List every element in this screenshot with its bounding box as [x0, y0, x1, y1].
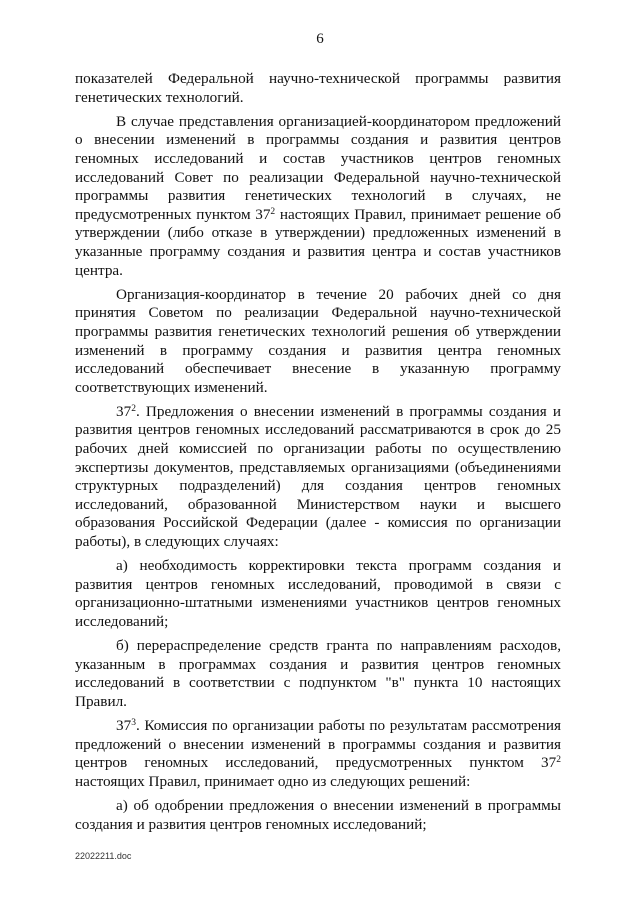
- paragraph-text: Организация-координатор в течение 20 рабочих дней со дня принятия Советом по реализации Федеральной научно-технической программы развития генетических технологий решения об утверждении изменений в программу создания и развития центра геномных исследований обеспечивает внесение в указанную программу соответствующих изменений.: [75, 285, 561, 396]
- paragraph-text: В случае представления организацией-координатором предложений о внесении изменений в программы создания и развития центров геномных исследований и состав участников центров геномных исследований Совет по реализации Федеральной научно-технической программы развития генетических технологий в случаях, не предусмотренных пунктом 37: [75, 112, 561, 223]
- superscript: 2: [131, 403, 136, 414]
- paragraph-text: а) об одобрении предложения о внесении изменений в программы создания и развития центров геномных исследований;: [75, 797, 561, 833]
- paragraph: [75, 113, 561, 280]
- page-number: 6: [316, 31, 324, 47]
- paragraph-text: настоящих Правил, принимает решение об утверждении (либо отказе в утверждении) предложенных изменений в указанные программу создания и развития центра и состав участников центра.: [75, 205, 561, 279]
- paragraph: [75, 797, 561, 834]
- paragraph: [75, 557, 561, 631]
- superscript: 2: [556, 755, 561, 766]
- paragraph-text: . Комиссия по организации работы по результатам рассмотрения предложений о внесении изменений в программы создания и развития центров геномных исследований, предусмотренных пунктом 37: [75, 717, 561, 772]
- paragraph-text: б) перераспределение средств гранта по направлениям расходов, указанным в программах создания и развития центров геномных исследований в соответствии с подпунктом "в" пункта 10 настоящих Правил.: [75, 637, 561, 710]
- paragraph: [75, 637, 561, 711]
- paragraph-text: настоящих Правил, принимает одно из следующих решений:: [75, 772, 471, 790]
- paragraph: [75, 403, 561, 552]
- paragraph-text: а) необходимость корректировки текста программ создания и развития центров геномных исследований, проводимой в связи с организационно-штатными изменениями участников центров геномных исследований;: [75, 557, 561, 630]
- document-body: [75, 70, 561, 840]
- paragraph-text: 37: [116, 717, 132, 735]
- paragraph-text: показателей Федеральной научно-технической программы развития генетических технологий.: [75, 70, 561, 106]
- paragraph-text: 37: [116, 402, 132, 420]
- superscript: 3: [131, 718, 136, 729]
- paragraph: [75, 286, 561, 398]
- paragraph-text: . Предложения о внесении изменений в программы создания и развития центров геномных исследований рассматриваются в срок до 25 рабочих дней комиссией по организации работы по осуществлению экспертизы документов, представляемых организациями (объединениями структурных подразделений) для создания центров геномных исследований, образованной Министерством науки и высшего образования Российской Федерации (далее - комиссия по организации работы), в следующих случаях:: [75, 402, 561, 551]
- superscript: 2: [270, 206, 276, 217]
- paragraph: [75, 70, 561, 107]
- paragraph: [75, 717, 561, 791]
- footer-filename: 22022211.doc: [75, 851, 132, 861]
